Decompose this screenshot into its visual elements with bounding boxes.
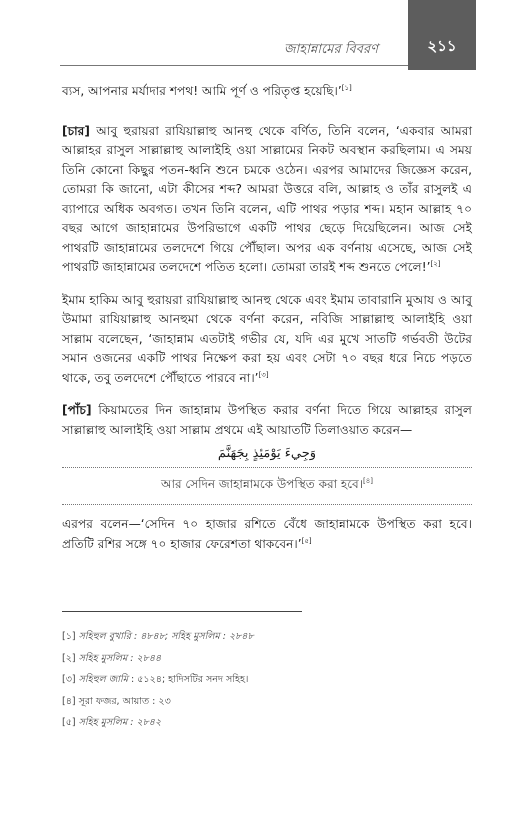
footnote-5 bbox=[62, 712, 472, 734]
footnote-ref-1[interactable]: [১] bbox=[341, 83, 352, 92]
paragraph-2-text: আবু হুরায়রা রাযিয়াল্লাহু আনহু থেকে বর্ণিত, তিনি বলেন, ‘একবার আমরা আল্লাহর রাসুল সাল্লাল্লাহু আলাইহি ওয়া সাল্লামের নিকট অবস্থান করছিলাম। এ সময় তিনি কোনো কিছুর পতন-ধ্বনি শুনে চমকে ওঠেন। এরপর আমাদের জিজ্ঞেস করেন, তোমরা কি জানো, এটা কীসের শব্দ? আমরা উত্তরে বলি, আল্লাহ ও তাঁর রাসুলই এ ব্যাপারে অধিক অবগত। তখন তিনি বলেন, এটি পাথর পড়ার শব্দ। মহান আল্লাহ ৭০ বছর আগে জাহান্নামের উপরিভাগে একটি পাথর ছেড়ে দিয়েছিলেন। আজ সেই পাথরটি জাহান্নামের তলদেশে গিয়ে পৌঁছাল। অপর এক বর্ণনায় এসেছে, আজ সেই পাথরটি জাহান্নামের তলদেশে পতিত হলো। তোমরা তারই শব্দ শুনতে পেলে!’ bbox=[62, 123, 473, 274]
footnote-extra: : ৫১২৪; হাদিসটির সনদ সহিহ। bbox=[128, 674, 249, 685]
running-title: জাহান্নামের বিবরণ bbox=[283, 42, 378, 57]
footnote-number: [২] bbox=[62, 652, 76, 664]
footnote-source: সহিহুল জামি bbox=[78, 674, 129, 685]
footnote-number: [৩] bbox=[62, 674, 76, 685]
dotted-divider-bottom bbox=[62, 504, 472, 505]
header-divider bbox=[60, 65, 420, 66]
paragraph-3 bbox=[62, 291, 472, 389]
footnote-rule bbox=[62, 611, 302, 612]
paragraph-4-text: কিয়ামতের দিন জাহান্নাম উপস্থিত করার বর্ণনা দিতে গিয়ে আল্লাহর রাসুল সাল্লাল্লাহু আলাইহি ওয়া সাল্লাম প্রথমে এই আয়াতটি তিলাওয়াত করেন— bbox=[62, 403, 473, 437]
footnote-ref-3[interactable]: [৩] bbox=[258, 370, 269, 379]
paragraph-5-text: এরপর বলেন—‘সেদিন ৭০ হাজার রশিতে বেঁধে জাহান্নামকে উপস্থিত করা হবে। প্রতিটি রশির সঙ্গে ৭০ হাজার ফেরেশতা থাকবেন।’ bbox=[62, 517, 472, 551]
paragraph-4-label: [পাঁচ] bbox=[62, 403, 92, 417]
footnote-source: সহিহুল বুখারি : ৪৮৪৮; সহিহ মুসলিম : ২৮৪৮ bbox=[78, 631, 254, 642]
footnote-number: [৪] bbox=[62, 695, 76, 707]
page-number: ২১১ bbox=[427, 37, 457, 55]
paragraph-5 bbox=[62, 515, 472, 554]
paragraph-4 bbox=[62, 401, 472, 440]
footnote-number: [১] bbox=[62, 631, 76, 642]
footnote-2 bbox=[62, 648, 472, 670]
verse-translation-text: আর সেদিন জাহান্নামকে উপস্থিত করা হবে। bbox=[160, 476, 363, 491]
verse-translation bbox=[62, 468, 472, 505]
footnote-source: সহিহ মুসলিম : ২৮৪৪ bbox=[78, 652, 162, 664]
page-header bbox=[0, 0, 528, 70]
footnote-source: সহিহ মুসলিম : ২৮৪২ bbox=[78, 717, 162, 728]
paragraph-2 bbox=[62, 122, 472, 278]
paragraph-1 bbox=[62, 82, 472, 102]
main-text bbox=[62, 82, 472, 554]
footnote-ref-2[interactable]: [২] bbox=[430, 259, 441, 268]
footnote-4 bbox=[62, 691, 472, 713]
paragraph-1-text: ব্যস, আপনার মর্যাদার শপথ! আমি পূর্ণ ও পরিতৃপ্ত হয়েছি।’ bbox=[62, 84, 342, 98]
footnote-3 bbox=[62, 669, 472, 691]
footnote-extra: সূরা ফজর, আয়াত : ২৩ bbox=[78, 695, 171, 707]
page-number-box bbox=[408, 0, 476, 70]
arabic-verse: وَجِيءَ يَوْمَئِذٍ بِجَهَنَّمَ bbox=[217, 446, 317, 461]
footnote-number: [৫] bbox=[62, 717, 76, 728]
footnote-ref-5[interactable]: [৫] bbox=[301, 536, 312, 545]
paragraph-3-text: ইমাম হাকিম আবু হুরায়রা রাযিয়াল্লাহু আনহু থেকে এবং ইমাম তাবারানি মুআয ও আবু উমামা রাযিয়াল্লাহু আনহুমা থেকে বর্ণনা করেন, নবিজি সাল্লাল্লাহু আলাইহি ওয়া সাল্লাম বলেছেন, ‘জাহান্নাম এতটাই গভীর যে, যদি এর মুখে সাতটি গর্ভবতী উটের সমান ওজনের একটি পাথর নিক্ষেপ করা হয় এবং সেটা ৭০ বছর ধরে নিচে পড়তে থাকে, তবু তলদেশে পৌঁছাতে পারবে না।’ bbox=[62, 292, 472, 385]
footnote-ref-4[interactable]: [৪] bbox=[363, 476, 374, 485]
paragraph-2-label: [চার] bbox=[62, 123, 90, 138]
footnotes bbox=[62, 626, 472, 734]
footnote-1 bbox=[62, 626, 472, 648]
